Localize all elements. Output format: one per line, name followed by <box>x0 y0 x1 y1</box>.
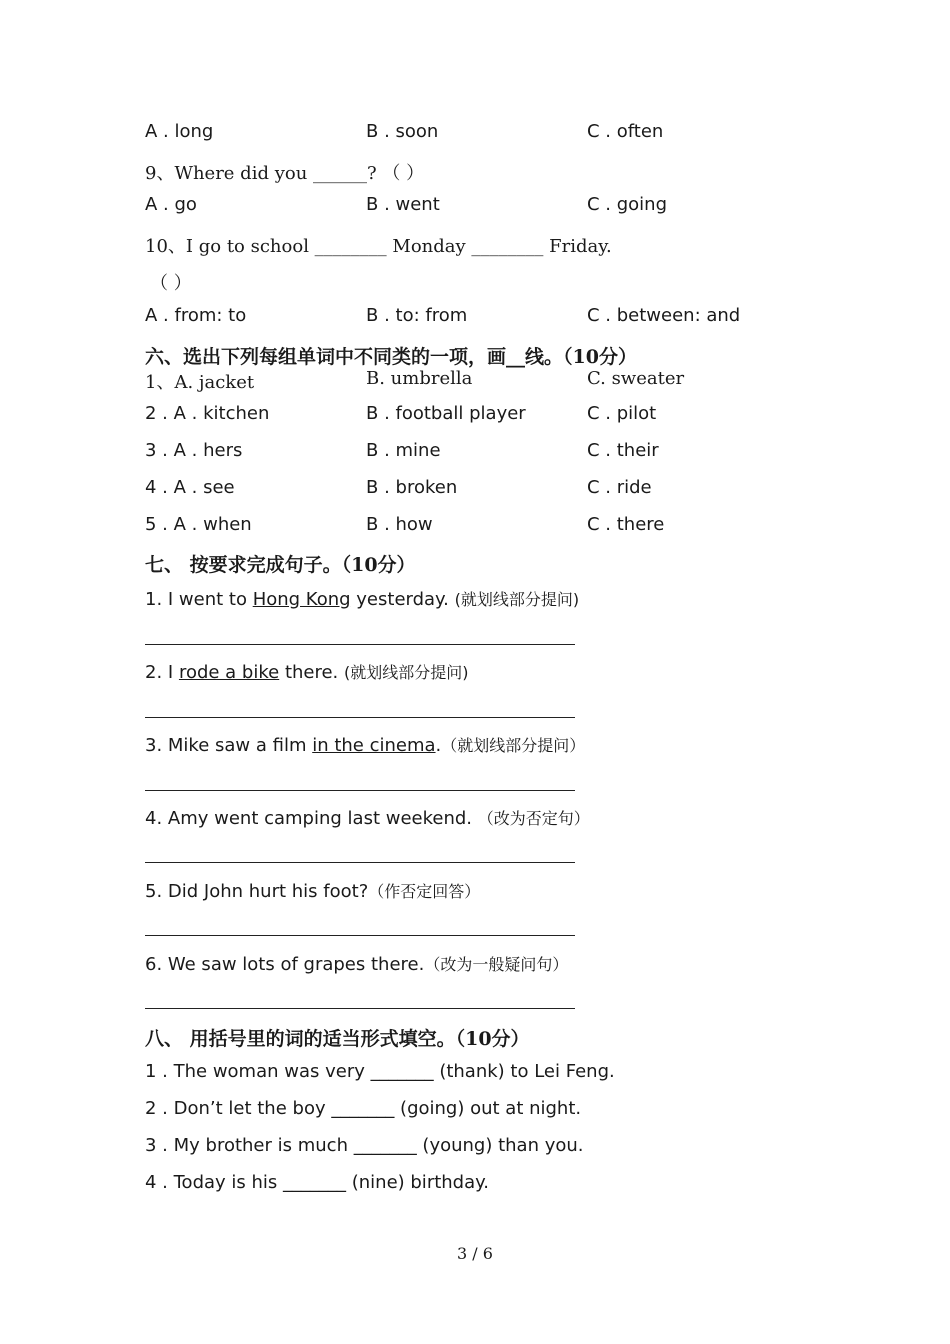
section7-item-5-text: 5. Did John hurt his foot? <box>145 881 369 902</box>
section7-item-1-instruction: (就划线部分提问) <box>454 590 580 609</box>
section6-row-1-b: B. umbrella <box>366 368 473 389</box>
q8-option-a: A . long <box>145 121 214 142</box>
section6-row-2-c: C . pilot <box>587 403 657 424</box>
section8-item-3: 3 . My brother is much _______ (young) than you. <box>145 1135 584 1156</box>
section7-item-3-text-end: . <box>435 735 442 756</box>
section7-item-1-text-end: yesterday. <box>350 589 455 610</box>
answer-line-1[interactable] <box>145 644 575 645</box>
section7-item-3-text: 3. Mike saw a film <box>145 735 313 756</box>
section6-row-3-a: 3 . A . hers <box>145 440 243 461</box>
section8-item-4: 4 . Today is his _______ (nine) birthday. <box>145 1172 489 1193</box>
answer-line-3[interactable] <box>145 790 575 791</box>
section6-row-4-c: C . ride <box>587 477 652 498</box>
section6-row-1-a: 1、A. jacket <box>145 372 255 393</box>
q9-option-c: C . going <box>587 194 668 215</box>
section7-item-2-underlined: rode a bike <box>178 662 280 683</box>
section6-row-5-c: C . there <box>587 514 665 535</box>
q10-answer-paren: （ ） <box>150 273 192 294</box>
section8-item-2: 2 . Don’t let the boy _______ (going) out at night. <box>145 1098 582 1119</box>
section6-row-5-b: B . how <box>366 514 433 535</box>
section6-row-4-a: 4 . A . see <box>145 477 235 498</box>
section6-row-3-c: C . their <box>587 440 659 461</box>
section7-item-3 <box>145 733 585 756</box>
section7-item-6-instruction: （改为一般疑问句） <box>424 955 569 974</box>
section7-item-1-text: 1. I went to <box>145 589 253 610</box>
section7-item-6-text: 6. We saw lots of grapes there. <box>145 954 425 975</box>
section7-item-4 <box>145 806 590 829</box>
section6-row-4-b: B . broken <box>366 477 458 498</box>
section7-item-5 <box>145 879 480 902</box>
section6-row-2-b: B . football player <box>366 403 526 424</box>
q9-option-b: B . went <box>366 194 440 215</box>
q9-stem: 9、Where did you ______? （ ） <box>145 163 425 184</box>
section6-row-3-b: B . mine <box>366 440 441 461</box>
section8-title: 八、 用括号里的词的适当形式填空。（10分） <box>145 1028 530 1050</box>
q10-option-c: C . between: and <box>587 305 741 326</box>
section7-item-4-instruction: （改为否定句） <box>477 809 590 828</box>
answer-line-6[interactable] <box>145 1008 575 1009</box>
section7-item-1-underlined: Hong Kong <box>252 589 351 610</box>
section7-item-4-text: 4. Amy went camping last weekend. <box>145 808 478 829</box>
q9-option-a: A . go <box>145 194 197 215</box>
section6-row-1-c: C. sweater <box>587 368 685 389</box>
section7-title: 七、 按要求完成句子。（10分） <box>145 554 416 576</box>
q10-stem: 10、I go to school ________ Monday ________ Friday. <box>145 236 612 257</box>
section7-item-3-instruction: （就划线部分提问） <box>441 736 586 755</box>
q8-option-c: C . often <box>587 121 664 142</box>
section7-item-2-instruction: (就划线部分提问) <box>344 663 469 682</box>
section7-item-3-underlined: in the cinema <box>312 735 436 756</box>
q8-option-b: B . soon <box>366 121 439 142</box>
q10-option-a: A . from: to <box>145 305 247 326</box>
answer-line-5[interactable] <box>145 935 575 936</box>
page-number: 3 / 6 <box>457 1244 493 1263</box>
answer-line-4[interactable] <box>145 862 575 863</box>
section8-item-1: 1 . The woman was very _______ (thank) to Lei Feng. <box>145 1061 615 1082</box>
section7-item-6 <box>145 952 568 975</box>
section7-item-2 <box>145 660 469 683</box>
section7-item-1 <box>145 587 579 610</box>
section7-item-2-text: 2. I <box>145 662 179 683</box>
q10-option-b: B . to: from <box>366 305 468 326</box>
answer-line-2[interactable] <box>145 717 575 718</box>
section7-item-5-instruction: （作否定回答） <box>368 882 481 901</box>
section6-row-5-a: 5 . A . when <box>145 514 252 535</box>
section7-item-2-text-end: there. <box>279 662 345 683</box>
section6-row-2-a: 2 . A . kitchen <box>145 403 270 424</box>
section6-title: 六、选出下列每组单词中不同类的一项，画__线。（10分） <box>145 346 637 368</box>
